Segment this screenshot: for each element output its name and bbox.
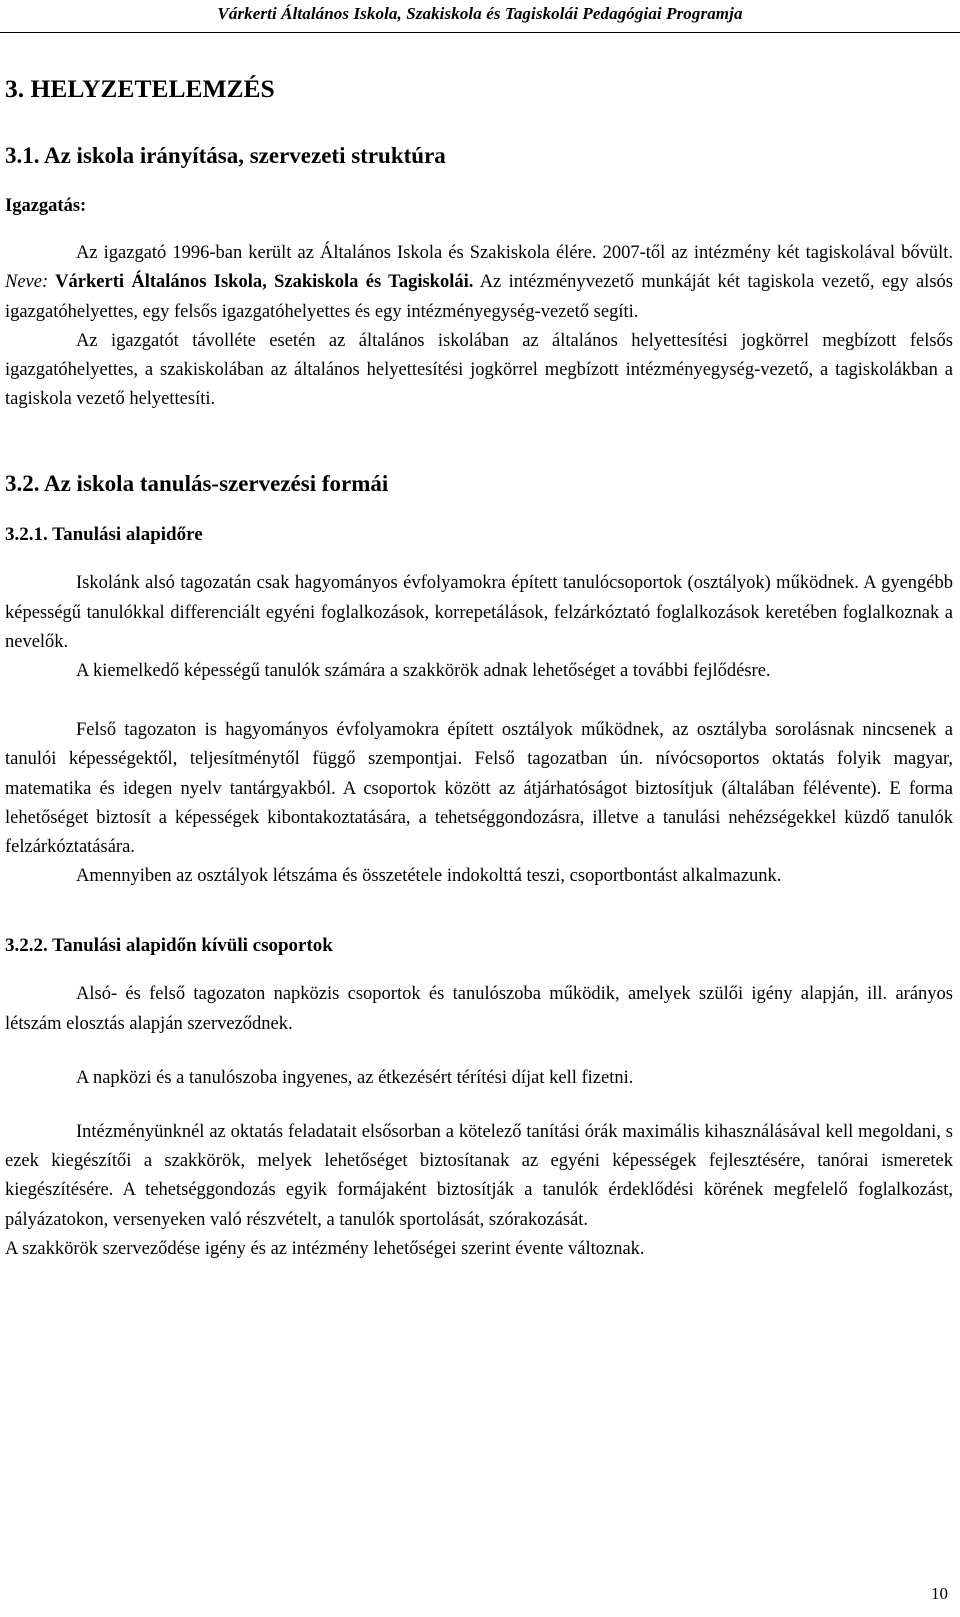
paragraph-helyettesites: Az igazgatót távolléte esetén az általános iskolában az általános helyettesítési jogkörrel megbízott felsős igazgatóhelyettes, a szakiskolában az általános helyettesítési jogkörrel megbízott intézményegység-vezető, a tagiskolákban a tagiskola vezető helyettesíti.: [5, 330, 953, 410]
running-header: Várkerti Általános Iskola, Szakiskola és Tagiskolái Pedagógiai Programja: [217, 4, 743, 23]
paragraph-napkozis: Alsó- és felső tagozaton napközis csoportok és tanulószoba működik, amelyek szülői igény alapján, ill. arányos létszám elosztás alapján szerveződnek.: [5, 984, 953, 1034]
paragraph-kiemelkedo: A kiemelkedő képességű tanulók számára a szakkörök adnak lehetőséget a további fejlődésre.: [76, 661, 771, 682]
text-igazgato-b: Az intézményvezető munkáját két tagiskola vezető, egy alsós igazgatóhelyettes, egy felsős igazgatóhelyettes és egy intézményegység-vezető segíti.: [5, 272, 953, 322]
paragraph-also-tagozat: Iskolánk alsó tagozatán csak hagyományos évfolyamokra épített tanulócsoportok (osztályok) működnek. A gyengébb képességű tanulókkal differenciált egyéni foglalkozások, korrepetálások, felzárkóztató foglalkozások keretében foglalkoznak a nevelők.: [5, 573, 953, 652]
page-number: 10: [931, 1584, 948, 1603]
paragraph-oktatas: Intézményünknél az oktatás feladatait elsősorban a kötelező tanítási órák maximális kihasználásával kell megoldani, s ezek kiegészítői a szakkörök, melyek lehetőséget biztosítanak az egyéni képességek fejlesztésére, tanórai ismeretek kiegészítésére. A tehetséggondozás egyik formájaként biztosítják a tanulók érdeklődési körének megfelelő foglalkozást, pályázatokon, versenyeken való részvételt, a tanulók sportolását, szórakozását.: [5, 1122, 953, 1230]
heading-3-2-1: 3.2.1. Tanulási alapidőre: [5, 524, 203, 546]
paragraph-csoportbontas: Amennyiben az osztályok létszáma és összetétele indokolttá teszi, csoportbontást alkalmazunk.: [76, 866, 782, 887]
paragraph-szakkorok: A szakkörök szerveződése igény és az intézmény lehetőségei szerint évente változnak.: [5, 1238, 645, 1259]
paragraph-felso-tagozat: Felső tagozaton is hagyományos évfolyamokra épített osztályok működnek, az osztályba sorolásnak nincsenek a tanulói képességektől, teljesítménytől függő szempontjai. Felső tagozatban ún. nívócsoportos oktatás folyik magyar, matematika és idegen nyelv tantárgyakból. A csoportok között az átjárhatóságot biztosítjuk (általában félévente). E forma lehetőséget biztosít a képességek kibontakoztatására, a tehetséggondozásra, illetve a tanulási nehézségekkel küzdő tanulók felzárkóztatására.: [5, 720, 953, 858]
text-school-name: Várkerti Általános Iskola, Szakiskola és Tagiskolái.: [48, 272, 474, 293]
heading-3-2: 3.2. Az iskola tanulás-szervezési formái: [5, 471, 389, 497]
label-igazgatas: Igazgatás:: [5, 196, 87, 216]
paragraph-ingyenes: A napközi és a tanulószoba ingyenes, az étkezésért térítési díjat kell fizetni.: [76, 1067, 634, 1088]
text-igazgato-a: Az igazgató 1996-ban került az Általános Iskola és Szakiskola élére. 2007-től az intézmény két tagiskolával bővült.: [76, 243, 953, 264]
page-body: [5, 72, 953, 1264]
header-rule: [0, 32, 960, 33]
heading-3-1: 3.1. Az iskola irányítása, szervezeti struktúra: [5, 143, 446, 168]
text-neve-label: Neve:: [5, 272, 49, 293]
paragraph-igazgato: [5, 239, 953, 327]
section-title: 3. HELYZETELEMZÉS: [5, 74, 275, 103]
heading-3-2-2: 3.2.2. Tanulási alapidőn kívüli csoportok: [5, 935, 333, 957]
